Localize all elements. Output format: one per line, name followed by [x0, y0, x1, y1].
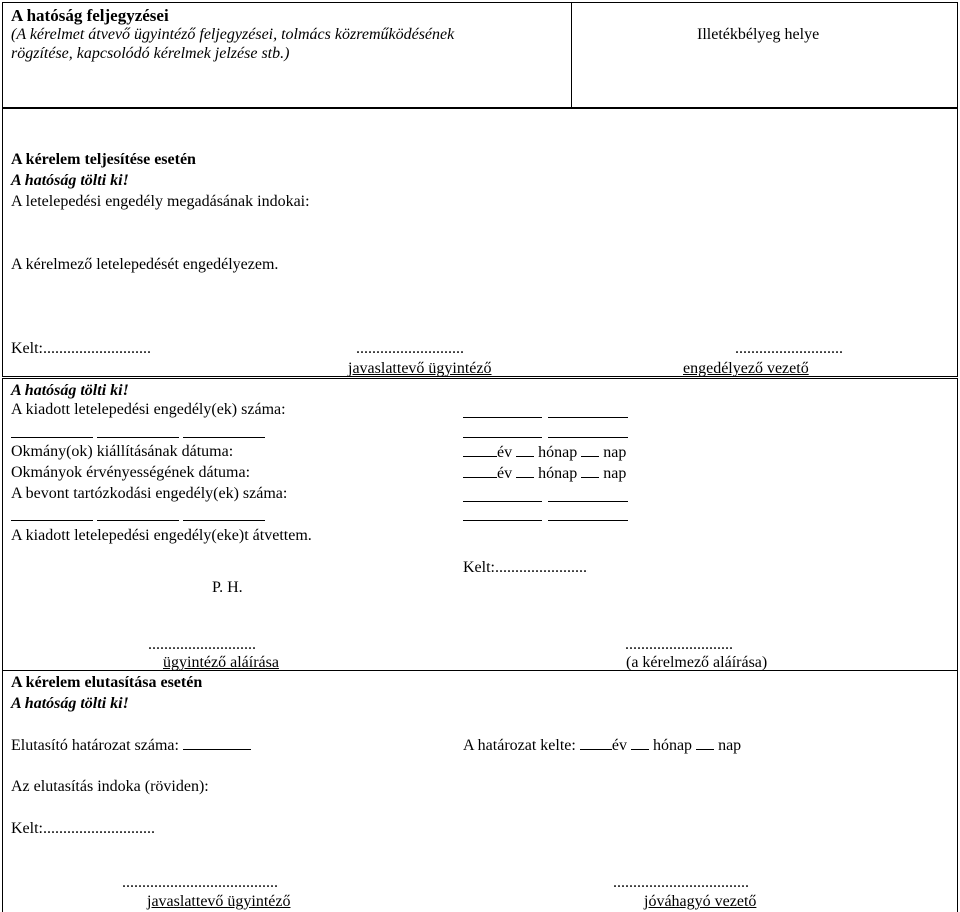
- validity-label: Okmányok érvényességének dátuma:: [11, 464, 251, 481]
- received-statement: A kiadott letelepedési engedély(eke)t átvettem.: [11, 527, 312, 544]
- validity-day-blank: [581, 463, 599, 478]
- issue-date-fields: [463, 442, 626, 462]
- middle-left-edge: [2, 378, 3, 670]
- issue-date-label: Okmány(ok) kiállításának dátuma:: [11, 443, 234, 460]
- approval-sig2-role: engedélyező vezető: [683, 360, 809, 377]
- revoked-blank-2: [548, 501, 628, 502]
- validity-year-blank: [463, 463, 497, 478]
- notes-divider: [571, 2, 572, 108]
- bottom-right-edge: [957, 670, 958, 912]
- decision-number-label: [11, 735, 251, 755]
- approval-reasons-label: A letelepedési engedély megadásának indokai:: [11, 193, 310, 210]
- revoked-blank-5: [183, 520, 265, 521]
- permit-number-blank-3: [11, 437, 93, 438]
- rejection-sig2-role: jóváhagyó vezető: [644, 893, 757, 910]
- issue-date-nap: nap: [603, 444, 627, 461]
- revoked-blank-6: [463, 520, 542, 521]
- revoked-label: A bevont tartózkodási engedély(ek) száma:: [11, 485, 288, 502]
- issue-date-month-blank: [516, 442, 534, 457]
- decision-day-blank: [696, 735, 714, 750]
- issued-sig-right-dots: ...........................: [625, 636, 733, 653]
- permit-number-blank-5: [183, 437, 265, 438]
- revoked-blank-4: [97, 520, 179, 521]
- middle-right-edge: [957, 378, 958, 670]
- rejection-heading: A kérelem elutasítása esetén: [11, 674, 203, 691]
- permit-number-blank-7: [548, 437, 628, 438]
- rejection-authority-note: A hatóság tölti ki!: [11, 695, 129, 712]
- notes-subtitle-1: (A kérelmet átvevő ügyintéző feljegyzései, tolmács közreműködésének: [11, 26, 455, 43]
- approval-lower-border: [2, 378, 958, 379]
- issued-sig-left-dots: ...........................: [148, 636, 256, 653]
- permit-number-label: A kiadott letelepedési engedély(ek) száma:: [11, 401, 286, 418]
- stamp-place-label: Illetékbélyeg helye: [697, 26, 820, 43]
- validity-nap: nap: [603, 465, 627, 482]
- validity-date-fields: [463, 463, 626, 483]
- rejection-top-border: [2, 670, 958, 671]
- issue-date-year-blank: [463, 442, 497, 457]
- decision-number-text: Elutasító határozat száma:: [11, 737, 179, 754]
- rejection-sig1-role: javaslattevő ügyintéző: [147, 893, 291, 910]
- validity-month-blank: [516, 463, 534, 478]
- revoked-blank-3: [11, 520, 93, 521]
- rejection-reason-label: Az elutasítás indoka (röviden):: [11, 778, 209, 795]
- rejection-sig2-dots: ..................................: [613, 874, 749, 891]
- rejection-kelt: Kelt:............................: [11, 820, 155, 837]
- issue-date-honap: hónap: [538, 444, 578, 461]
- decision-month-blank: [631, 735, 649, 750]
- approval-statement: A kérelmező letelepedését engedélyezem.: [11, 256, 279, 273]
- decision-number-blank: [183, 735, 251, 750]
- approval-box: [2, 108, 958, 377]
- approval-sig1-role: javaslattevő ügyintéző: [348, 360, 492, 377]
- validity-ev: év: [497, 465, 513, 482]
- ph-mark: P. H.: [212, 579, 243, 596]
- issue-date-day-blank: [581, 442, 599, 457]
- approval-sig2-dots: ...........................: [735, 340, 843, 357]
- permit-number-blank-2: [548, 417, 628, 418]
- approval-kelt: Kelt:...........................: [11, 340, 151, 357]
- revoked-blank-7: [548, 520, 628, 521]
- issued-sig-left-role: ügyintéző aláírása: [163, 654, 279, 671]
- notes-title: A hatóság feljegyzései: [11, 6, 169, 25]
- notes-subtitle-2: rögzítése, kapcsolódó kérelmek jelzése stb.): [11, 45, 290, 62]
- issued-sig-right-role: (a kérelmező aláírása): [626, 654, 768, 671]
- decision-ev: év: [611, 737, 627, 754]
- decision-date-label: A határozat kelte:: [463, 737, 576, 754]
- decision-year-blank: [580, 735, 612, 750]
- validity-honap: hónap: [538, 465, 578, 482]
- approval-sig1-dots: ...........................: [356, 340, 464, 357]
- approval-heading: A kérelem teljesítése esetén: [11, 151, 196, 168]
- issue-date-ev: év: [497, 444, 513, 461]
- issued-authority-note: A hatóság tölti ki!: [11, 382, 129, 399]
- permit-number-blank-4: [97, 437, 179, 438]
- bottom-left-edge: [2, 670, 3, 912]
- permit-number-blank-6: [463, 437, 542, 438]
- decision-honap: hónap: [652, 737, 693, 754]
- decision-date-fields: [463, 735, 741, 755]
- issued-kelt: Kelt:.......................: [463, 559, 587, 576]
- decision-nap: nap: [718, 737, 742, 754]
- rejection-sig1-dots: .......................................: [122, 874, 278, 891]
- approval-authority-note: A hatóság tölti ki!: [11, 172, 129, 189]
- revoked-blank-1: [463, 501, 542, 502]
- permit-number-blank-1: [463, 417, 542, 418]
